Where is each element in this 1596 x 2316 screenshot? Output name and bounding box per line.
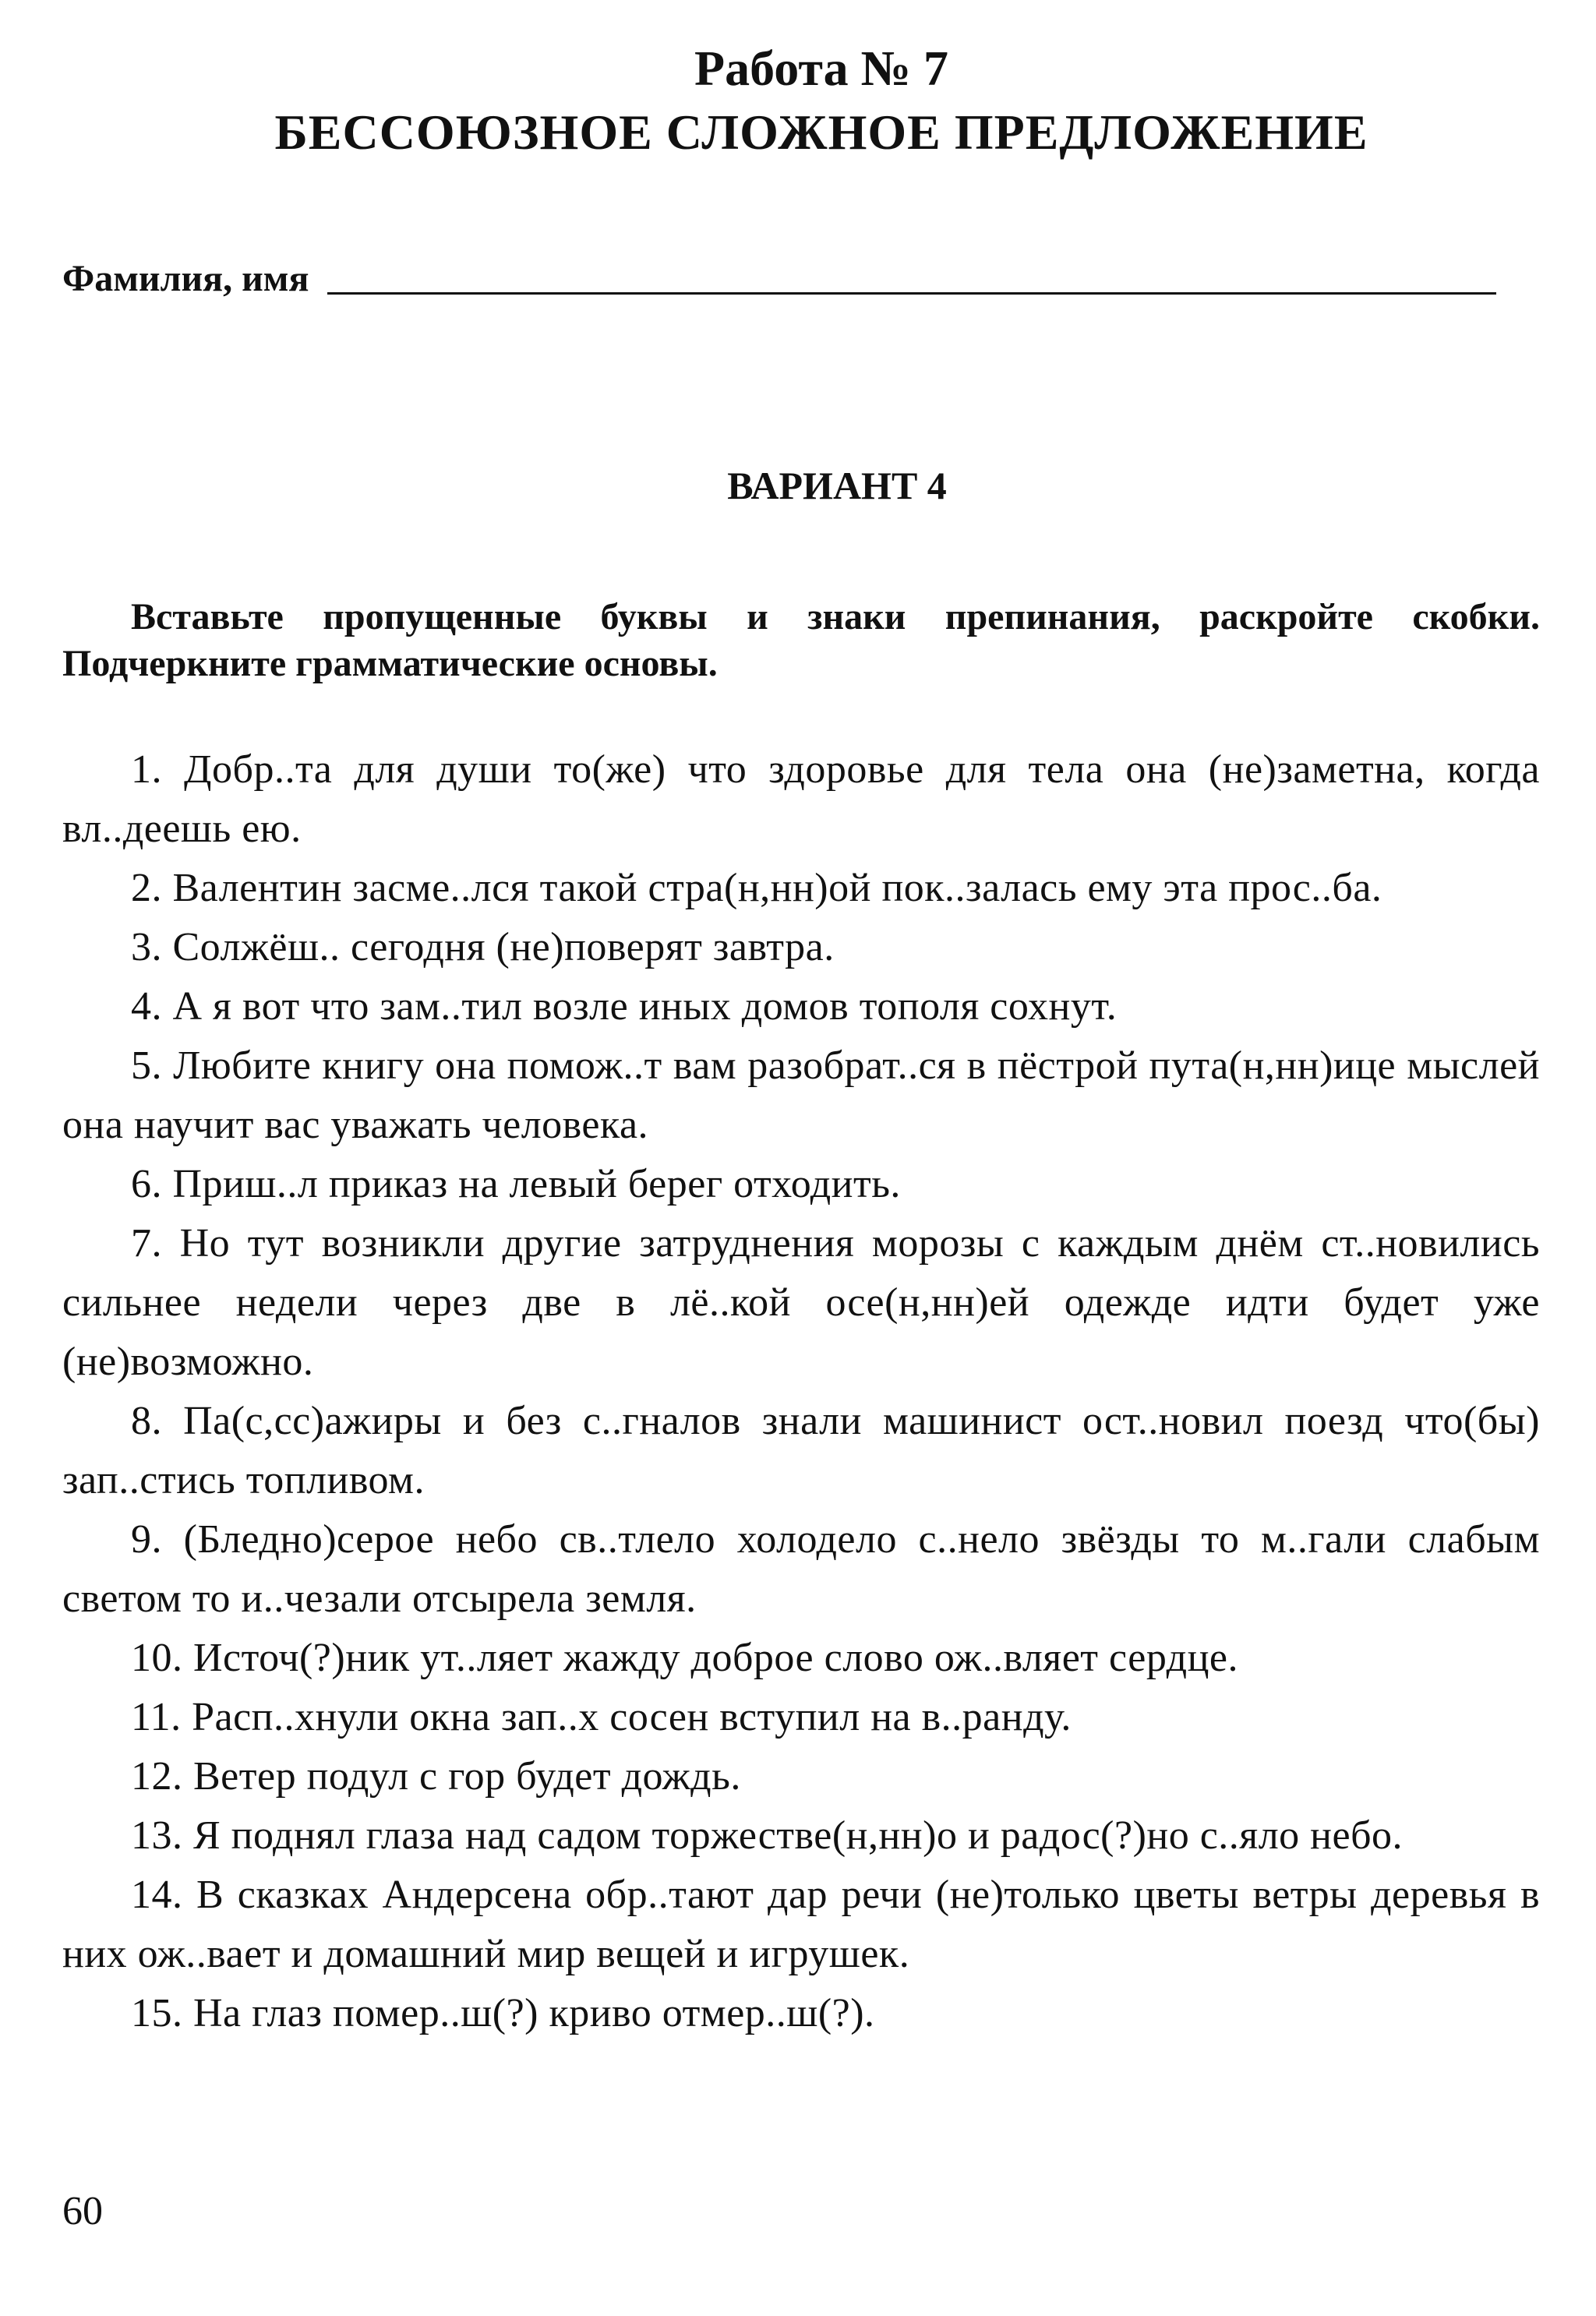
work-topic-heading: БЕССОЮЗНОЕ СЛОЖНОЕ ПРЕДЛОЖЕНИЕ <box>274 104 1368 160</box>
exercise-item-3: 3. Солжёш.. сегодня (не)поверят завтра. <box>131 925 835 969</box>
exercise-item-11: 11. Расп..хнули окна зап..х сосен вступил на в..ранду. <box>131 1695 1072 1739</box>
name-field-row <box>62 248 1496 302</box>
exercise-item-1: 1. Добр..та для души то(же) что здоровье для тела она (не)заметна, когда вл..деешь ею. <box>62 747 1540 851</box>
exercise-item-14: 14. В сказках Андерсена обр..тают дар речи (не)только цветы ветры деревья в них ож..вает и домашний мир вещей и игрушек. <box>62 1873 1540 1976</box>
task-instructions: Вставьте пропущенные буквы и знаки препинания, раскройте скобки. Подчеркните грамматические основы. <box>62 596 1540 684</box>
exercise-item-5: 5. Любите книгу она помож..т вам разобрат..ся в пёстрой пута(н,нн)ице мыслей она научит вас уважать человека. <box>62 1043 1540 1147</box>
exercise-item-15: 15. На глаз помер..ш(?) криво отмер..ш(?). <box>131 1991 875 2035</box>
exercise-item-6: 6. Приш..л приказ на левый берег отходить. <box>131 1162 901 1206</box>
exercise-item-9: 9. (Бледно)серое небо св..тлело холодело с..нело звёзды то м..гали слабым светом то и..чезали отсырела земля. <box>62 1517 1540 1621</box>
exercise-item-13: 13. Я поднял глаза над садом торжестве(н,нн)о и радос(?)но с..яло небо. <box>131 1813 1404 1858</box>
variant-heading: ВАРИАНТ 4 <box>727 464 947 507</box>
exercise-item-4: 4. А я вот что зам..тил возле иных домов тополя сохнут. <box>131 984 1118 1029</box>
exercise-list <box>62 740 1540 2043</box>
name-field-label: Фамилия, имя <box>62 258 309 299</box>
work-number-heading: Работа № 7 <box>694 41 948 96</box>
title-block <box>0 37 1596 165</box>
exercise-item-7: 7. Но тут возникли другие затруднения морозы с каждым днём ст..новились сильнее недели через две в лё..кой осе(н,нн)ей одежде идти будет уже (не)возможно. <box>62 1221 1540 1384</box>
exercise-item-12: 12. Ветер подул с гор будет дождь. <box>131 1754 741 1799</box>
exercise-item-10: 10. Источ(?)ник ут..ляет жажду доброе слово ож..вляет сердце. <box>131 1636 1238 1680</box>
exercise-item-2: 2. Валентин засме..лся такой стра(н,нн)ой пок..залась ему эта прос..ба. <box>131 866 1382 910</box>
page-number: 60 <box>62 2189 103 2233</box>
name-field-line <box>327 291 1496 295</box>
exercise-item-8: 8. Па(с,сс)ажиры и без с..гналов знали машинист ост..новил поезд что(бы) зап..стись топливом. <box>62 1399 1540 1502</box>
